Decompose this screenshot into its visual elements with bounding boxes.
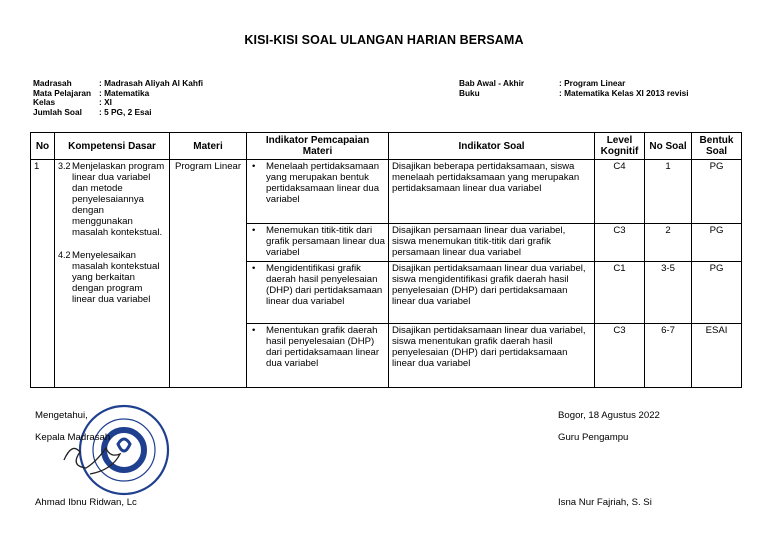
kisi-kisi-table [30,132,742,388]
cell-indikator-pencapaian [247,160,389,224]
meta-row-mapel [33,89,203,99]
meta-value: : Program Linear [559,78,626,88]
meta-key: Kelas [33,97,56,108]
header-level-kognitif: Level Kognitif [595,133,645,160]
signature-left-line1: Mengetahui, [35,410,88,421]
ipm-text: Menelaah pertidaksamaan yang merupakan bentuk pertidaksamaan linear dua variabel [266,161,380,205]
bullet-icon: • [252,225,256,236]
cell-bentuk: ESAI [692,324,742,388]
bullet-icon: • [252,161,256,172]
cell-no-soal: 6-7 [645,324,692,388]
meta-key: Madrasah [33,78,72,88]
signature-left-line2: Kepala Madrasah [35,432,111,443]
signature-right-line2: Guru Pengampu [558,432,629,443]
cell-indikator-soal: Disajikan pertidaksamaan linear dua variabel, siswa mengidentifikasi grafik daerah hasil penyelesaian (DHP) dari pertidaksamaan linear dua variabel [389,262,595,324]
kd-number: 3.2 [58,161,71,171]
signature-left-name: Ahmad Ibnu Ridwan, Lc [35,497,137,508]
signature-right-name: Isna Nur Fajriah, S. Si [558,497,652,508]
cell-no-soal: 3-5 [645,262,692,324]
meta-key: Mata Pelajaran [33,87,92,98]
kd-item [58,250,166,305]
signature-scribble [64,448,120,474]
cell-indikator-soal: Disajikan pertidaksamaan linear dua variabel, siswa menentukan grafik daerah hasil penyelesaian (DHP) dari pertidaksamaan linear dua variabel [389,324,595,388]
header-bentuk-soal: Bentuk Soal [692,133,742,160]
meta-key: Bab Awal - Akhir [459,78,525,88]
cell-no: 1 [31,160,55,388]
header-indikator-pencapaian: Indikator Pemcapaian Materi [247,133,389,160]
cell-indikator-pencapaian [247,224,389,262]
document-title: KISI-KISI SOAL ULANGAN HARIAN BERSAMA [244,33,524,47]
cell-kompetensi-dasar [55,160,170,388]
cell-level: C4 [595,160,645,224]
cell-indikator-pencapaian [247,324,389,388]
meta-value: : Madrasah Aliyah Al Kahfi [99,78,204,88]
ipm-text: Menemukan titik-titik dari grafik persamaan linear dua variabel [266,225,385,258]
table-row [31,160,742,224]
header-no: No [31,133,55,160]
cell-bentuk: PG [692,160,742,224]
kd-number: 4.2 [58,250,71,260]
cell-bentuk: PG [692,262,742,324]
header-materi: Materi [170,133,247,160]
meta-key: Buku [459,87,480,98]
kd-text: Menjelaskan program linear dua variabel dan metode penyelesaiannya dengan menggunakan masalah kontekstual. [72,161,165,238]
cell-indikator-pencapaian [247,262,389,324]
kd-text: Menyelesaikan masalah kontekstual yang berkaitan dengan program linear dua variabel [72,250,160,305]
meta-value: : Matematika Kelas XI 2013 revisi [559,87,689,98]
stamp-emblem-mark [118,439,130,451]
meta-row-jumlah [33,108,203,118]
cell-materi: Program Linear [170,160,247,388]
header-no-soal: No Soal [645,133,692,160]
meta-value: : Matematika [99,87,150,98]
meta-value: : XI [99,97,112,108]
cell-indikator-soal: Disajikan beberapa pertidaksamaan, siswa menelaah pertidaksamaan yang merupakan pertidaksamaan linear dua variabel [389,160,595,224]
meta-key: Jumlah Soal [33,106,82,117]
cell-no-soal: 1 [645,160,692,224]
table-header-row [31,133,742,160]
cell-level: C3 [595,224,645,262]
header-indikator-soal: Indikator Soal [389,133,595,160]
cell-indikator-soal: Disajikan persamaan linear dua variabel, siswa menemukan titik-titik dari grafik persamaan linear dua variabel [389,224,595,262]
cell-bentuk: PG [692,224,742,262]
signature-right-line1: Bogor, 18 Agustus 2022 [558,410,660,421]
ipm-text: Mengidentifikasi grafik daerah hasil penyelesaian (DHP) dari pertidaksamaan linear dua variabel [266,263,383,307]
meta-row-buku [459,89,689,99]
meta-left [33,79,203,117]
cell-no-soal: 2 [645,224,692,262]
meta-value: : 5 PG, 2 Esai [99,106,152,117]
ipm-text: Menentukan grafik daerah hasil penyelesaian (DHP) dari pertidaksamaan linear dua variabel [266,325,380,369]
bullet-icon: • [252,325,256,336]
meta-right [459,79,689,98]
header-kompetensi-dasar: Kompetensi Dasar [55,133,170,160]
kd-item [58,161,166,238]
bullet-icon: • [252,263,256,274]
cell-level: C1 [595,262,645,324]
cell-level: C3 [595,324,645,388]
